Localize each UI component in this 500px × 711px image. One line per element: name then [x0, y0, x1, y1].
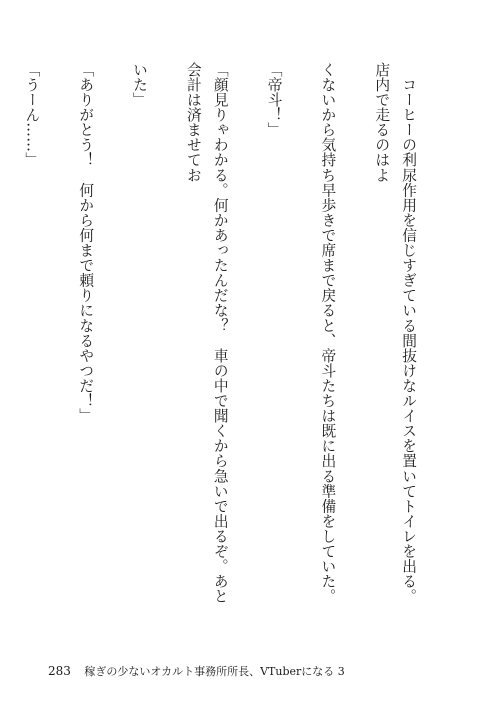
- page-footer: [48, 663, 345, 679]
- text-line: 「うーん……」: [23, 62, 41, 168]
- text-line: コーヒーの利尿作用を信じすぎている間抜けなルイスを置いてトイレを出る。店内で走るのはよ: [373, 62, 418, 604]
- running-title: 稼ぎの少ないオカルト事務所所長、VTuberになる 3: [84, 665, 345, 678]
- text-line: くないから気持ち早歩きで席まで戻ると、帝斗たちは既に出る準備をしていた。: [319, 62, 337, 604]
- page-number: 283: [48, 664, 71, 678]
- text-line: 「ありがとう！ 何から何まで頼りになるやつだ！」: [77, 62, 95, 424]
- vertical-body-text: [0, 62, 448, 617]
- text-line: 「顔見りゃわかる。何かあったんだな？ 車の中で聞くから急いで出るぞ。あと会計は済ませてお: [184, 62, 229, 604]
- text-line: いた」: [131, 62, 149, 108]
- text-line: 「帝斗！」: [265, 62, 283, 138]
